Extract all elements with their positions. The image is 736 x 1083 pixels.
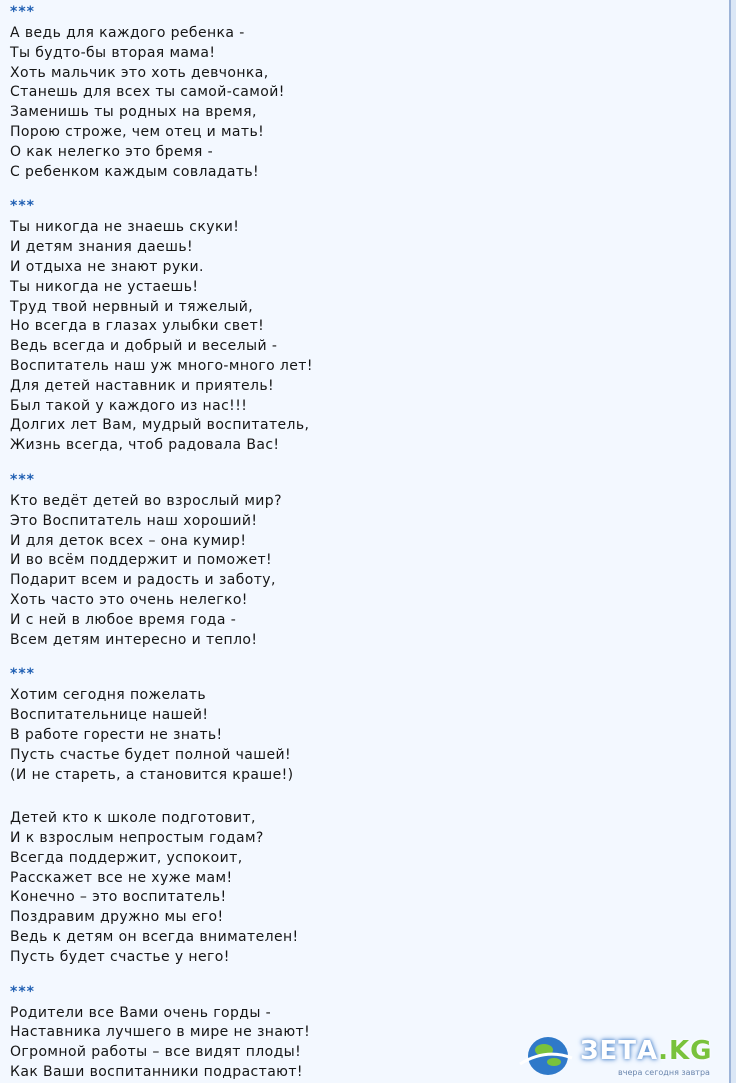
- stanza-spacer: [10, 456, 313, 468]
- logo-tagline: вчера сегодня завтра: [618, 1068, 710, 1077]
- poem-line: Пусть счастье будет полной чашей!: [10, 746, 292, 763]
- poem-line: Расскажет все не хуже мам!: [10, 869, 233, 886]
- poem-line: И во всём поддержит и поможет!: [10, 552, 273, 569]
- poem-line: Долгих лет Вам, мудрый воспитатель,: [10, 417, 310, 434]
- stanza: [10, 194, 313, 468]
- poem-line: Заменишь ты родных на время,: [10, 104, 257, 121]
- poem-line: Хотим сегодня пожелать: [10, 687, 207, 704]
- poem-line: И для деток всех – она кумир!: [10, 532, 247, 549]
- poem-line: Воспитатель наш уж много-много лет!: [10, 357, 313, 374]
- logo-name: [580, 1036, 712, 1066]
- stanza-separator: ***: [10, 666, 35, 683]
- poem: [10, 0, 313, 1083]
- poem-line: И детям знания даешь!: [10, 239, 194, 256]
- poem-line: С ребенком каждым совладать!: [10, 163, 260, 180]
- poem-line: Труд твой нервный и тяжелый,: [10, 298, 254, 315]
- stanza-separator: ***: [10, 4, 35, 20]
- stanza-spacer: [10, 182, 313, 194]
- poem-line: Жизнь всегда, чтоб радовала Вас!: [10, 437, 280, 454]
- poem-line: Хоть мальчик это хоть девчонка,: [10, 64, 269, 81]
- stanza-spacer: [10, 785, 313, 797]
- stanza: [10, 0, 313, 194]
- poem-line: И с ней в любое время года -: [10, 611, 237, 628]
- stanza: [10, 980, 313, 1083]
- site-logo[interactable]: [514, 1030, 736, 1083]
- poem-line: Это Воспитатель наш хороший!: [10, 512, 258, 529]
- poem-line: И отдыха не знают руки.: [10, 258, 204, 275]
- stanza-spacer: [10, 797, 313, 809]
- poem-line: А ведь для каждого ребенка -: [10, 25, 245, 41]
- poem-line: Наставника лучшего в мире не знают!: [10, 1024, 311, 1041]
- poem-line: Как Ваши воспитанники подрастают!: [10, 1064, 303, 1081]
- poem-line: Огромной работы – все видят плоды!: [10, 1044, 302, 1061]
- poem-line: Ведь к детям он всегда внимателен!: [10, 929, 299, 946]
- logo-name-suffix: .KG: [658, 1036, 713, 1066]
- stanza-separator: ***: [10, 983, 35, 1000]
- poem-line: (И не стареть, а становится краше!): [10, 766, 294, 783]
- poem-line: Пусть будет счастье у него!: [10, 948, 230, 965]
- stanza-separator: ***: [10, 198, 35, 215]
- poem-line: Станешь для всех ты самой-самой!: [10, 84, 285, 101]
- poem-line: Воспитательнице нашей!: [10, 707, 209, 724]
- poem-line: Всем детям интересно и тепло!: [10, 631, 258, 648]
- poem-line: Всегда поддержит, успокоит,: [10, 849, 243, 866]
- logo-name-main: ЗЕТА: [580, 1036, 659, 1066]
- poem-line: О как нелегко это бремя -: [10, 143, 214, 160]
- stanza-spacer: [10, 968, 313, 980]
- poem-line: Ты никогда не знаешь скуки!: [10, 219, 240, 236]
- poem-line: В работе горести не знать!: [10, 726, 223, 743]
- poem-line: Ведь всегда и добрый и веселый -: [10, 338, 278, 355]
- poem-line: И к взрослым непростым годам?: [10, 830, 264, 847]
- poem-line: Был такой у каждого из нас!!!: [10, 397, 248, 414]
- globe-icon: [518, 1034, 574, 1078]
- poem-line: Поздравим дружно мы его!: [10, 909, 224, 926]
- poem-line: Родители все Вами очень горды -: [10, 1004, 272, 1021]
- poem-line: Подарит всем и радость и заботу,: [10, 572, 276, 589]
- poem-line: Ты никогда не устаешь!: [10, 278, 199, 295]
- poem-line: Конечно – это воспитатель!: [10, 889, 227, 906]
- poem-line: Ты будто-бы вторая мама!: [10, 44, 216, 61]
- stanza: [10, 468, 313, 662]
- poem-line: Порою строже, чем отец и мать!: [10, 123, 265, 140]
- poem-line: Но всегда в глазах улыбки свет!: [10, 318, 265, 335]
- poem-line: Хоть часто это очень нелегко!: [10, 591, 248, 608]
- stanza-spacer: [10, 650, 313, 662]
- stanza: [10, 662, 313, 797]
- stanza: [10, 797, 313, 979]
- poem-line: Детей кто к школе подготовит,: [10, 810, 256, 827]
- poem-line: Кто ведёт детей во взрослый мир?: [10, 492, 282, 509]
- poem-line: Для детей наставник и приятель!: [10, 377, 275, 394]
- stanza-separator: ***: [10, 471, 35, 488]
